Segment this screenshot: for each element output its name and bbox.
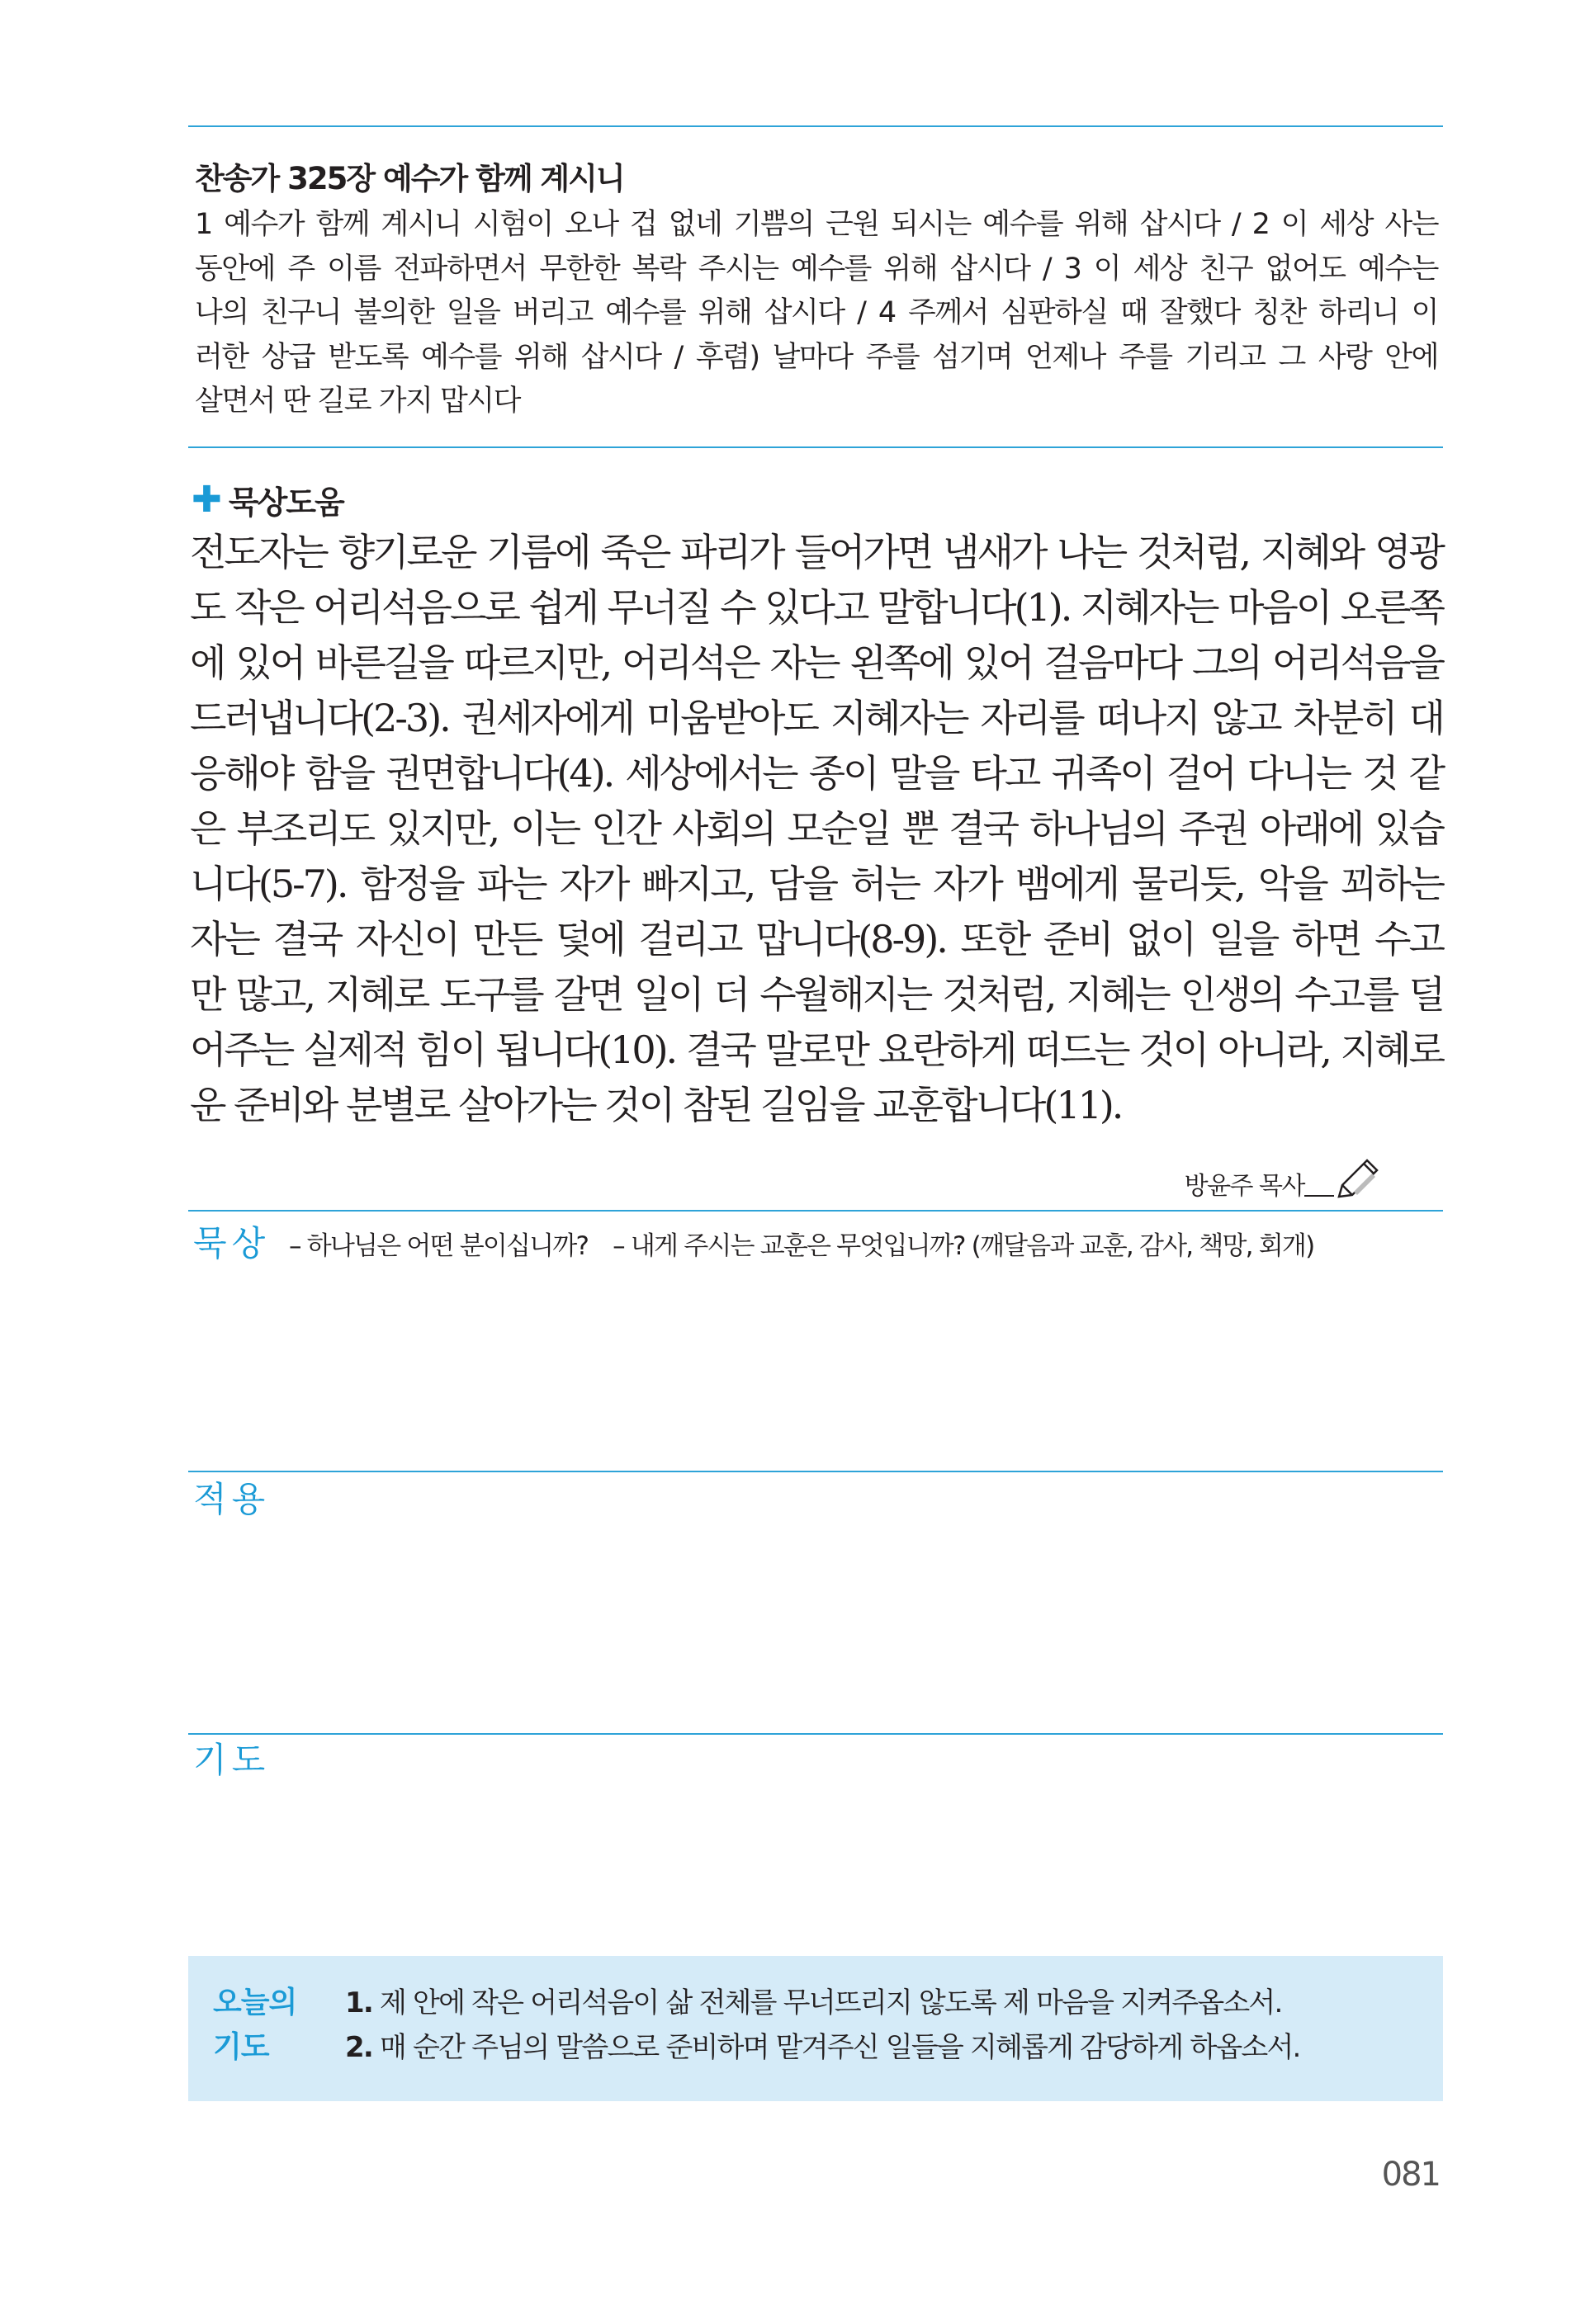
prayer-item — [345, 1981, 1300, 2025]
para-line: 드러냅니다(2-3). 권세자에게 미움받아도 지혜자는 자리를 떠나지 않고 차분히 대 — [190, 696, 1443, 740]
meditation-writing-area[interactable] — [188, 1271, 1443, 1469]
hymn-line: 살면서 딴 길로 가지 맙시다 — [195, 385, 520, 418]
para-line: 운 준비와 분별로 살아가는 것이 참된 길임을 교훈합니다(11). — [190, 1083, 1122, 1127]
meditation-help-heading — [192, 477, 343, 522]
meditation-label: 묵상 — [193, 1223, 271, 1264]
question-2: – 내게 주시는 교훈은 무엇입니까? (깨달음과 교훈, 감사, 책망, 회개) — [613, 1231, 1314, 1261]
meditation-divider — [188, 1210, 1443, 1212]
hymn-line: 나의 친구니 불의한 일을 버리고 예수를 위해 삽시다 / 4 주께서 심판하실 때 잘했다 칭찬 하리니 이 — [195, 296, 1438, 329]
para-line: 은 부조리도 있지만, 이는 인간 사회의 모순일 뿐 결국 하나님의 주권 아래에 있습 — [190, 806, 1443, 851]
prayer-label: 기도 — [193, 1740, 271, 1780]
application-divider — [188, 1471, 1443, 1472]
application-label: 적용 — [193, 1479, 271, 1519]
meditation-help-body — [190, 525, 1443, 1133]
prayer-divider — [188, 1733, 1443, 1735]
prayer-writing-area[interactable] — [188, 1791, 1443, 1948]
meditation-questions — [289, 1225, 1313, 1262]
item-number: 1. — [345, 1986, 372, 2019]
top-divider — [188, 125, 1443, 127]
item-text: 제 안에 작은 어리석음이 삶 전체를 무너뜨리지 않도록 제 마음을 지켜주옵소서. — [371, 1986, 1282, 2019]
prayer-item — [345, 2025, 1300, 2070]
para-line: 에 있어 바른길을 따르지만, 어리석은 자는 왼쪽에 있어 걸음마다 그의 어리석음을 — [190, 640, 1443, 685]
hymn-line: 러한 상급 받도록 예수를 위해 삽시다 / 후렴) 날마다 주를 섬기며 언제나 주를 기리고 그 사랑 안에 — [195, 340, 1438, 374]
author — [1185, 1155, 1380, 1202]
hymn-line: 1 예수가 함께 계시니 시험이 오나 겁 없네 기쁨의 근원 되시는 예수를 위해 삽시다 / 2 이 세상 사는 — [195, 208, 1438, 241]
para-line: 전도자는 향기로운 기름에 죽은 파리가 들어가면 냄새가 나는 것처럼, 지혜와 영광 — [190, 530, 1443, 574]
author-name: 방윤주 목사 — [1184, 1172, 1304, 1201]
hymn-lyrics — [195, 203, 1438, 424]
heading-text: 묵상도움 — [228, 484, 343, 521]
para-line: 어주는 실제적 힘이 됩니다(10). 결국 말로만 요란하게 떠드는 것이 아니라, 지혜로 — [190, 1027, 1443, 1072]
item-text: 매 순간 주님의 말씀으로 준비하며 맡겨주신 일들을 지혜롭게 감당하게 하옵소서. — [371, 2031, 1300, 2064]
item-number: 2. — [345, 2031, 372, 2064]
application-writing-area[interactable] — [188, 1527, 1443, 1725]
prayer-items — [345, 1981, 1300, 2070]
label-line: 오늘의 — [213, 1986, 297, 2019]
question-1: – 하나님은 어떤 분이십니까? — [289, 1231, 589, 1261]
para-line: 만 많고, 지혜로 도구를 갈면 일이 더 수월해지는 것처럼, 지혜는 인생의 수고를 덜 — [190, 972, 1443, 1017]
label-line: 기도 — [213, 2030, 269, 2064]
para-line: 도 작은 어리석음으로 쉽게 무너질 수 있다고 말합니다(1). 지혜자는 마음이 오른쪽 — [190, 585, 1443, 630]
hymn-line: 동안에 주 이름 전파하면서 무한한 복락 주시는 예수를 위해 삽시다 / 3 이 세상 친구 없어도 예수는 — [195, 252, 1438, 286]
hymn-divider — [188, 446, 1443, 448]
plus-icon: ✚ — [192, 478, 220, 521]
para-line: 응해야 함을 권면합니다(4). 세상에서는 종이 말을 타고 귀족이 걸어 다니는 것 같 — [190, 751, 1443, 796]
pencil-icon — [1334, 1155, 1380, 1202]
para-line: 니다(5-7). 함정을 파는 자가 빠지고, 담을 허는 자가 뱀에게 물리듯, 악을 꾀하는 — [190, 862, 1443, 906]
todays-prayer-label — [213, 1981, 296, 2070]
signature-underline — [1304, 1195, 1334, 1197]
para-line: 자는 결국 자신이 만든 덫에 걸리고 맙니다(8-9). 또한 준비 없이 일을 하면 수고 — [190, 917, 1443, 961]
hymn-title: 찬송가 325장 예수가 함께 계시니 — [195, 161, 624, 196]
page-number: 081 — [1381, 2156, 1440, 2194]
todays-prayer-box — [188, 1956, 1443, 2101]
